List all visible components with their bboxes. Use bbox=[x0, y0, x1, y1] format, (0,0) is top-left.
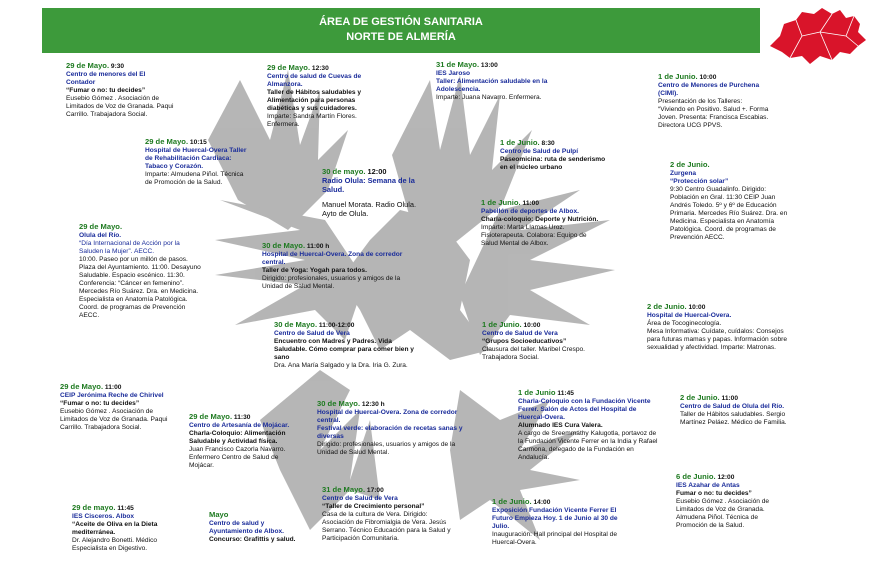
event-text: Dra. Ana María Salgado y la Dra. Iria G. Zura. bbox=[274, 362, 408, 370]
event-time: 10:00 bbox=[523, 322, 541, 329]
event-date: 1 de Junio. bbox=[481, 198, 521, 207]
event-title: Mesa Informativa: Cuídate, cuídalos: Consejos para futuras mamas y papas. Información sobre sexualidad y afectividad. Imparte: Matronas. bbox=[647, 328, 788, 352]
event-block bbox=[436, 60, 556, 102]
event-date: 30 de Mayo. bbox=[262, 241, 306, 250]
event-place: Centro de Artesanía de Mojácar. bbox=[189, 422, 290, 430]
event-block bbox=[482, 320, 592, 362]
event-text: Presentación de los Talleres: “Viviendo en Positivo. Salud +. Forma Joven. Presenta: Francisca Escabias. Directora UCG PPVS. bbox=[658, 98, 769, 130]
event-place: Pabellón de deportes de Albox. bbox=[481, 208, 579, 216]
event-place: Centro de Salud de Pulpí bbox=[500, 148, 579, 156]
event-place: Zurgena bbox=[670, 170, 697, 178]
event-block bbox=[647, 302, 787, 352]
event-block bbox=[658, 72, 770, 130]
event-time: 11:00 bbox=[721, 395, 739, 402]
event-date: 2 de Junio. bbox=[680, 393, 720, 402]
event-block bbox=[79, 222, 203, 320]
event-date: 29 de mayo. bbox=[72, 503, 116, 512]
event-title: “Aceite de Oliva en la Dieta mediterránea. bbox=[72, 521, 158, 537]
event-text: Manuel Morata. Radio Olula. Ayto de Olula. bbox=[322, 200, 417, 219]
event-subtitle: Taller: Alimentación saludable en la Adolescencia. bbox=[436, 78, 548, 94]
event-text: Dirigido: profesionales, usuarios y amigos de la Unidad de Salud Mental. bbox=[262, 275, 401, 291]
event-place: IES Azahar de Antas bbox=[676, 482, 740, 490]
event-date: 31 de Mayo. bbox=[322, 485, 366, 494]
event-block bbox=[680, 393, 790, 427]
event-title: Taller de Yoga: Yogah para todos. bbox=[262, 267, 367, 275]
event-time: 11:30 bbox=[233, 414, 251, 421]
event-place: Centro de Salud de Vera bbox=[274, 330, 350, 338]
event-title: Alumnado IES Cura Valera. bbox=[518, 422, 603, 430]
event-block bbox=[518, 388, 663, 462]
event-time: 12:00 bbox=[367, 167, 387, 176]
event-block bbox=[481, 198, 601, 248]
event-time: 10:15 bbox=[189, 139, 207, 146]
event-block bbox=[209, 510, 309, 544]
event-date: 1 de Junio. bbox=[482, 320, 522, 329]
event-date: 30 de Mayo. bbox=[317, 399, 361, 408]
header-title-line1: ÁREA DE GESTIÓN SANITARIA bbox=[319, 16, 483, 28]
event-text: Dirigido: profesionales, usuarios y amigos de la Unidad de Salud Mental. bbox=[317, 441, 456, 457]
event-time: 11:00 bbox=[522, 200, 540, 207]
event-title: “Taller de Crecimiento personal” bbox=[322, 503, 425, 511]
event-block bbox=[322, 485, 452, 543]
event-title: Encuentro con Madres y Padres. Vida Saludable. Cómo comprar para comer bien y sano bbox=[274, 338, 414, 362]
event-date: 1 de Junio. bbox=[500, 138, 540, 147]
event-place: CEIP Jerónima Reche de Chirivel bbox=[60, 392, 164, 400]
event-date: 29 de Mayo. bbox=[267, 63, 311, 72]
event-date: 31 de Mayo. bbox=[436, 60, 480, 69]
event-place: Centro de Salud de Olula del Río. bbox=[680, 403, 785, 411]
event-place: Hospital de Huercal-Overa Taller de Rehabilitación Cardiaca: Tabaco y Corazón. bbox=[145, 147, 247, 171]
event-place: Centro de Menores de Purchena (CIMI). bbox=[658, 82, 760, 98]
event-place: Hospital de Huercal-Overa. Zona de corredor central. bbox=[262, 251, 403, 267]
event-text: Imparte: Juana Navarro. Enfermera. bbox=[436, 94, 542, 102]
event-text: A cargo de Sreemmathy Kalugotla, portavoz de la Fundación Vicente Ferrer en la India y Rafael Carmona, delegado de la Fundación en Andalucía. bbox=[518, 430, 658, 462]
event-block bbox=[676, 472, 788, 530]
event-title: Charla-coloquio: Deporte y Nutrición. bbox=[481, 216, 599, 224]
event-place: Centro de salud y Ayuntamiento de Albox. bbox=[209, 520, 284, 536]
event-place: IES Cisceros. Albox bbox=[72, 513, 135, 521]
event-title: Taller de Hábitos saludables y Alimentación para personas diabéticas y sus cuidadores. bbox=[267, 89, 362, 113]
event-time: 12:30 h bbox=[361, 401, 385, 408]
event-place: Olula del Río. bbox=[79, 232, 122, 240]
event-block bbox=[189, 412, 301, 470]
event-time: 10:00 bbox=[688, 304, 706, 311]
event-date: 2 de Junio. bbox=[670, 160, 710, 169]
event-text: Eusebio Gómez . Asociación de Limitados de Voz de Granada. Paqui Carrillo. Trabajadora Social. bbox=[60, 408, 168, 432]
event-text: Casa de la cultura de Vera. Dirigido: Asociación de Fibromialgia de Vera. Jesús Serrano. Técnico Educación para la Salud y Participación Comunitaria. bbox=[322, 511, 451, 543]
event-text: Taller de Hábitos saludables. Sergio Martínez Peláez. Médico de Familia. bbox=[680, 411, 787, 427]
event-date: 6 de Junio. bbox=[676, 472, 716, 481]
event-date: 1 de Junio. bbox=[492, 497, 532, 506]
event-time: 11:45 bbox=[557, 390, 574, 397]
event-time: 10:00 bbox=[699, 74, 717, 81]
event-block bbox=[492, 497, 632, 547]
event-text: 10:00. Paseo por un millón de pasos. Plaza del Ayuntamiento. 11:00. Desayuno Saludable. Espacio escénico. 11:30. Conferencia: “Cáncer en femenino”. Mercedes Río Suárez. Dra. en Medicina. Especialista en Anatomía Patológica. Coord. de programas de Prevención AECC. bbox=[79, 256, 201, 320]
event-time: 11:00-12:00 bbox=[318, 322, 355, 329]
event-text: Imparte: Marta Llamas Uroz. Fisioterapeuta. Colabora: Equipo de Salud Mental de Albox. bbox=[481, 224, 587, 248]
event-time: 12:30 bbox=[311, 65, 329, 72]
event-date: 1 de Junio bbox=[518, 388, 556, 397]
event-date: 1 de Junio. bbox=[658, 72, 698, 81]
event-date: 29 de Mayo. bbox=[145, 137, 189, 146]
event-time: 12:00 bbox=[717, 474, 735, 481]
event-time: 11:00 h bbox=[306, 243, 330, 250]
event-text: Área de Tocoginecología. bbox=[647, 320, 722, 328]
event-block bbox=[274, 320, 414, 370]
event-title: Charla-Coloquio: Alimentación Saludable y Actividad física. bbox=[189, 430, 286, 446]
event-time: 11:45 bbox=[117, 505, 134, 512]
event-block bbox=[72, 503, 184, 553]
event-time: 9:30 bbox=[110, 63, 125, 70]
event-title: Fumar o no: tu decides” bbox=[676, 490, 752, 498]
event-place: Radio Olula: Semana de la Salud. bbox=[322, 176, 415, 195]
event-text: Eusebio Gómez . Asociación de Limitados de Voz de Granada. Paqui Carrillo. Trabajadora Social. bbox=[66, 95, 174, 119]
event-subtitle: “Día Internacional de Acción por la Saluden la Mujer”. AECC. bbox=[79, 240, 180, 256]
event-place: Centro de salud de Cuevas de Almanzora. bbox=[267, 73, 362, 89]
event-block bbox=[66, 61, 176, 119]
event-time: 8:30 bbox=[541, 140, 555, 147]
event-block bbox=[322, 167, 430, 218]
event-text: Clausura del taller. Maribel Crespo. Trabajadora Social. bbox=[482, 346, 585, 362]
event-title: Concurso: Grafittis y salud. bbox=[209, 536, 296, 544]
event-date: 29 de Mayo. bbox=[60, 382, 104, 391]
header-title-line2: NORTE DE ALMERÍA bbox=[346, 31, 456, 43]
event-block bbox=[262, 241, 412, 291]
event-block bbox=[670, 160, 788, 242]
event-time: 13:00 bbox=[480, 62, 498, 69]
event-place: Hospital de Huercal-Overa. bbox=[647, 312, 732, 320]
event-text: Inauguración: Hall principal del Hospital de Huercal-Overa. bbox=[492, 531, 617, 547]
event-title: “Protección solar” bbox=[670, 178, 729, 186]
event-text: Juan Francisco Cazorla Navarro. Enfermero Centro de Salud de Mojácar. bbox=[189, 446, 286, 470]
event-text: 9:30 Centro Guadalinfo. Dirigido: Población en Gral. 11:30 CEIP Juan Andrés Toledo. 5º y 6º de Educación Primaria. Mercedes Río Suárez. Dra. en Medicina. Especialista en Anatomía Patológica. Coord. de programas de Prevención AECC. bbox=[670, 186, 788, 242]
event-text: Imparte: Sandra Martín Flores. Enfermera. bbox=[267, 113, 357, 129]
event-subtitle: Festival verde: elaboración de recetas sanas y diversas bbox=[317, 425, 463, 441]
event-title: “Fumar o no: tu decides” bbox=[66, 87, 146, 95]
almeria-region-map-icon bbox=[762, 6, 872, 68]
event-date: 30 de mayo. bbox=[322, 167, 366, 176]
event-date: Mayo bbox=[209, 510, 229, 519]
event-date: 29 de Mayo. bbox=[66, 61, 110, 70]
event-title: “Fumar o no: tu decides” bbox=[60, 400, 140, 408]
event-block bbox=[60, 382, 178, 432]
event-time: 11:00 bbox=[104, 384, 122, 391]
event-text: Eusebio Gómez . Asociación de Limitados de Voz de Granada. Almudena Piñol. Técnica de Promoción de la Salud. bbox=[676, 498, 770, 530]
event-place: Centro de Salud de Vera bbox=[322, 495, 398, 503]
event-block bbox=[267, 63, 382, 129]
event-text: Dr. Alejandro Bonetti. Médico Especialista en Digestivo. bbox=[72, 537, 158, 553]
event-time: 14:00 bbox=[533, 499, 551, 506]
event-block bbox=[500, 138, 610, 172]
event-title: “Grupos Socioeducativos” bbox=[482, 338, 567, 346]
event-title: Paseomicina: ruta de senderismo en el núcleo urbano bbox=[500, 156, 606, 172]
event-place: Centro de menores del El Contador bbox=[66, 71, 146, 87]
event-place: Charla-Coloquio con la Fundación Vicente Ferrer. Salón de Actos del Hospital de Huercal-Overa. bbox=[518, 398, 651, 422]
event-block bbox=[317, 399, 467, 457]
event-place: IES Jaroso bbox=[436, 70, 471, 78]
event-date: 2 de Junio. bbox=[647, 302, 687, 311]
event-time: 17:00 bbox=[366, 487, 384, 494]
page-header bbox=[42, 8, 760, 53]
event-place: Hospital de Huercal-Overa. Zona de corredor central. bbox=[317, 409, 458, 425]
event-place: Centro de Salud de Vera bbox=[482, 330, 558, 338]
event-place: Exposición Fundación Vicente Ferrer El Futuro Empieza Hoy. 1 de Junio al 30 de Julio. bbox=[492, 507, 618, 531]
event-text: Imparte: Almudena Piñol. Técnica de Promoción de la Salud. bbox=[145, 171, 244, 187]
event-date: 29 de Mayo. bbox=[189, 412, 233, 421]
event-block bbox=[145, 137, 250, 187]
event-date: 29 de Mayo. bbox=[79, 222, 123, 231]
event-date: 30 de Mayo. bbox=[274, 320, 318, 329]
